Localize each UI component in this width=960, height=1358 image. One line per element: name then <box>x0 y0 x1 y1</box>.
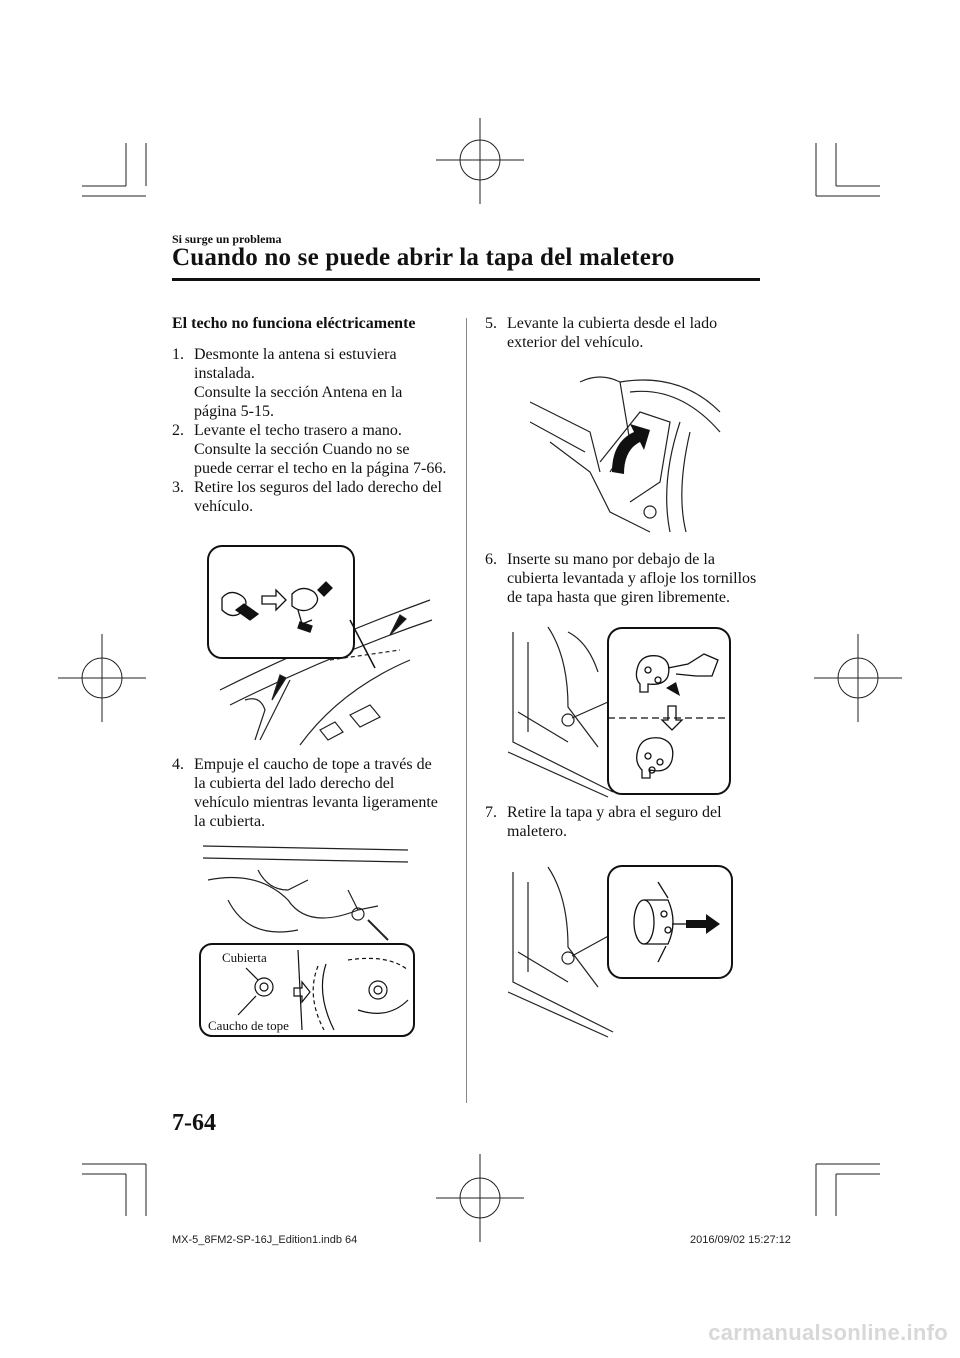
figure-step-4 <box>198 840 420 1040</box>
step-text: Retire la tapa y abra el seguro del maletero. <box>507 804 722 840</box>
loosen-screws-illustration <box>508 622 738 802</box>
step-number: 4. <box>172 756 184 773</box>
column-divider <box>466 318 467 1103</box>
step-text: Levante la cubierta desde el lado exterior del vehículo. <box>507 315 718 351</box>
step-6 <box>485 550 760 607</box>
step-number: 5. <box>485 315 497 332</box>
step-3 <box>172 478 447 516</box>
step-number: 3. <box>172 479 184 496</box>
footer-file: MX-5_8FM2-SP-16J_Edition1.indb 64 <box>172 1234 358 1246</box>
lift-cover-illustration <box>530 372 730 542</box>
step-text: Inserte su mano por debajo de la cubierta levantada y afloje los tornillos de tapa hasta que giren libremente. <box>507 551 757 606</box>
figure-step-3 <box>200 540 440 750</box>
footer-timestamp: 2016/09/02 15:27:12 <box>690 1234 791 1246</box>
subheading: El techo no funciona eléctricamente <box>172 315 416 332</box>
page-number: 7-64 <box>172 1110 216 1136</box>
step-number: 7. <box>485 804 497 821</box>
section-label: Si surge un problema <box>172 232 282 246</box>
stopper-rubber-illustration <box>198 840 420 1040</box>
step-extra: Consulte la sección Cuando no se puede cerrar el techo en la página 7-66. <box>194 441 447 477</box>
figure-step-5 <box>530 372 730 542</box>
figure-step-6 <box>508 622 738 802</box>
page-title: Cuando no se puede abrir la tapa del maletero <box>172 244 675 271</box>
step-text: Levante el techo trasero a mano. <box>194 422 402 439</box>
remove-cap-illustration <box>508 862 738 1042</box>
watermark: carmanualsonline.info <box>708 1320 948 1345</box>
step-1 <box>172 345 447 421</box>
step-7 <box>485 803 760 841</box>
lock-pin-removal-illustration <box>200 540 440 750</box>
title-rule <box>172 278 760 281</box>
figure-label-cover: Cubierta <box>222 950 267 965</box>
step-number: 1. <box>172 346 184 363</box>
step-4 <box>172 755 447 831</box>
left-column-top <box>172 314 447 516</box>
step-extra: Consulte la sección Antena en la página 5-15. <box>194 384 403 420</box>
step-5 <box>485 314 760 352</box>
step-text: Desmonte la antena si estuviera instalada. <box>194 346 397 382</box>
left-column-step-4 <box>172 755 447 831</box>
right-column-step-6 <box>485 550 760 607</box>
right-column-step-7 <box>485 803 760 841</box>
step-number: 2. <box>172 422 184 439</box>
step-text: Retire los seguros del lado derecho del vehículo. <box>194 479 442 515</box>
figure-step-7 <box>508 862 738 1042</box>
step-2 <box>172 421 447 478</box>
step-text: Empuje el caucho de tope a través de la cubierta del lado derecho del vehículo mientras levanta ligeramente la cubierta. <box>194 756 438 830</box>
step-number: 6. <box>485 551 497 568</box>
figure-label-stopper: Caucho de tope <box>208 1018 289 1033</box>
right-column-step-5 <box>485 314 760 352</box>
